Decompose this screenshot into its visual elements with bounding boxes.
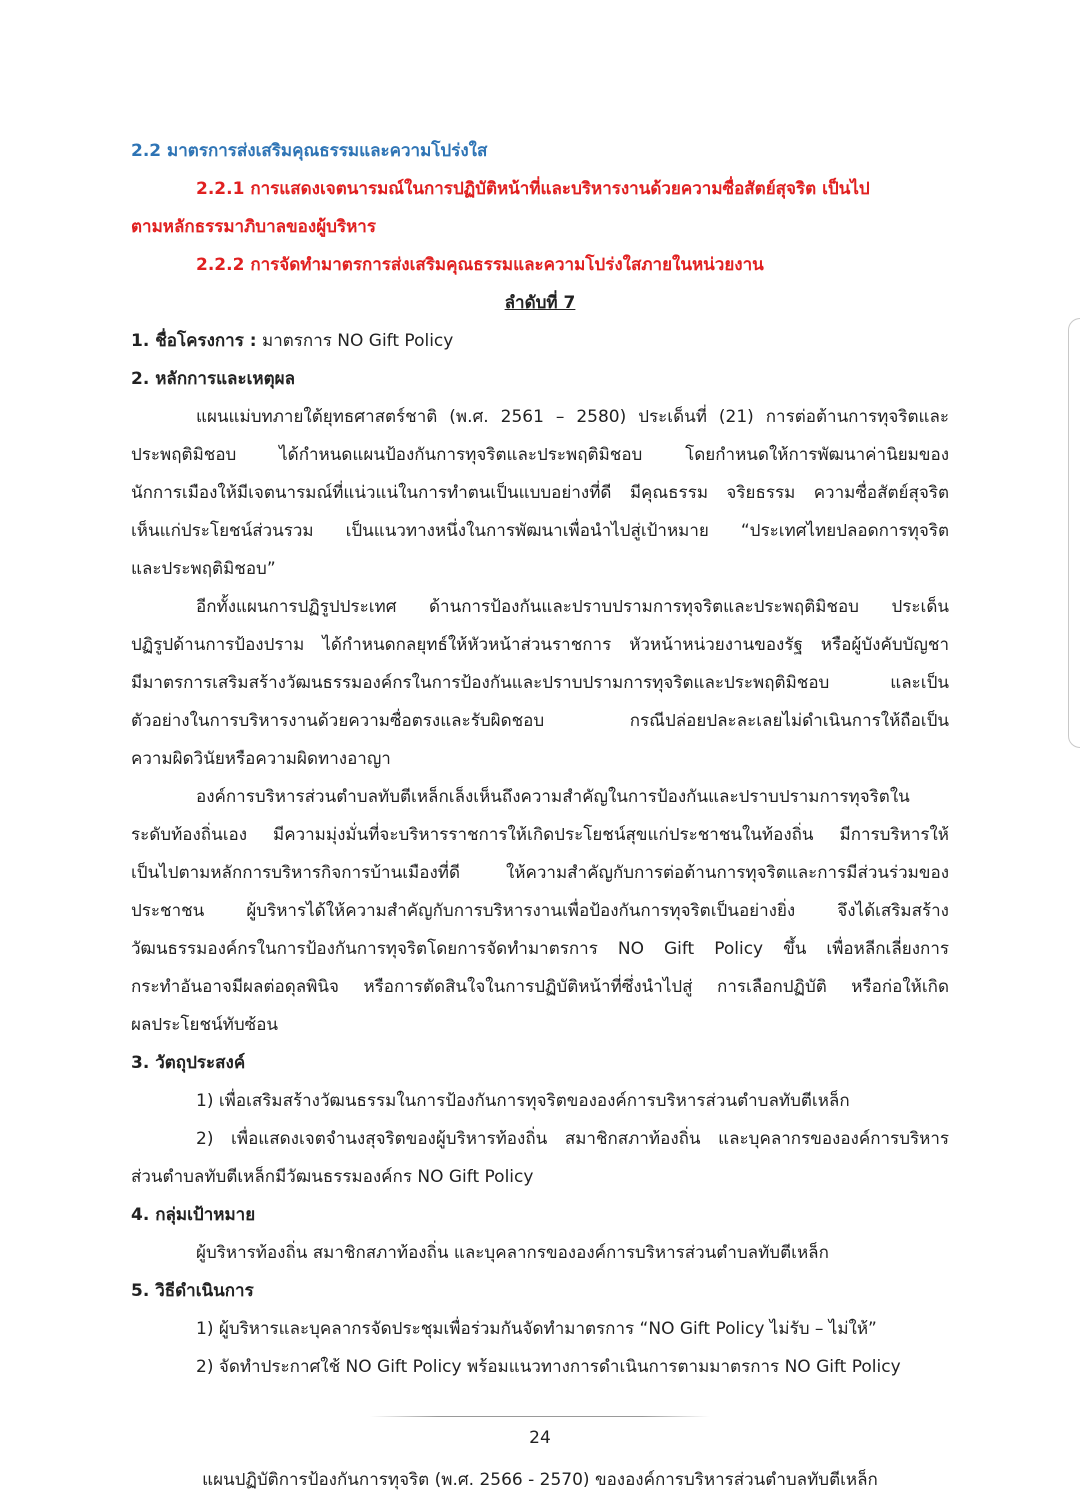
page-number: 24 bbox=[529, 1428, 551, 1448]
objective-item-1: 1) เพื่อเสริมสร้างวัฒนธรรมในการป้องกันการทุจริตขององค์การบริหารส่วนตำบลทับตีเหล็ก bbox=[196, 1091, 850, 1111]
page-content bbox=[131, 132, 949, 1386]
method-item-2: 2) จัดทำประกาศใช้ NO Gift Policy พร้อมแนวทางการดำเนินการตามมาตรการ NO Gift Policy bbox=[196, 1357, 901, 1377]
rationale-heading: 2. หลักการและเหตุผล bbox=[131, 369, 296, 389]
rationale-p1-line: นักการเมืองให้มีเจตนารมณ์ที่แน่วแน่ในการทำตนเป็นแบบอย่างที่ดี มีคุณธรรม จริยธรรม ความซื่อสัตย์สุจริต bbox=[131, 483, 949, 503]
rationale-p2-line: ตัวอย่างในการบริหารงานด้วยความซื่อตรงและรับผิดชอบ กรณีปล่อยปละละเลยไม่ดำเนินการให้ถือเป็น bbox=[131, 711, 949, 731]
rationale-p3-line: กระทำอันอาจมีผลต่อดุลพินิจ หรือการตัดสินใจในการปฏิบัติหน้าที่ซึ่งนำไปสู่ การเลือกปฏิบัติ หรือก่อให้เกิด bbox=[131, 977, 949, 997]
rationale-p3-line: องค์การบริหารส่วนตำบลทับตีเหล็กเล็งเห็นถึงความสำคัญในการป้องกันและปราบปรามการทุจริตใน bbox=[196, 787, 910, 807]
rationale-p1-line: และประพฤติมิชอบ” bbox=[131, 559, 276, 579]
footer-divider bbox=[370, 1416, 710, 1417]
method-heading: 5. วิธีดำเนินการ bbox=[131, 1281, 254, 1301]
objectives-heading: 3. วัตถุประสงค์ bbox=[131, 1053, 246, 1073]
rationale-p2-line: ปฏิรูปด้านการป้องปราม ได้กำหนดกลยุทธ์ให้หัวหน้าส่วนราชการ หัวหน้าหน่วยงานของรัฐ หรือผู้บังคับบัญชา bbox=[131, 635, 949, 655]
project-name-value: มาตรการ NO Gift Policy bbox=[256, 331, 454, 351]
subsection-2-2-1-line1: 2.2.1 การแสดงเจตนารมณ์ในการปฏิบัติหน้าที่และบริหารงานด้วยความซื่อสัตย์สุจริต เป็นไป bbox=[196, 179, 870, 199]
rationale-p1-line: แผนแม่บทภายใต้ยุทธศาสตร์ชาติ (พ.ศ. 2561 – 2580) ประเด็นที่ (21) การต่อต้านการทุจริตและ bbox=[196, 407, 949, 427]
rationale-p3-line: ผลประโยชน์ทับซ้อน bbox=[131, 1015, 279, 1035]
objective-item-2-line2: ส่วนตำบลทับตีเหล็กมีวัฒนธรรมองค์กร NO Gift Policy bbox=[131, 1167, 534, 1187]
project-name-label: 1. ชื่อโครงการ : bbox=[131, 331, 257, 351]
rationale-p3-line: วัฒนธรรมองค์กรในการป้องกันการทุจริตโดยการจัดทำมาตรการ NO Gift Policy ขึ้น เพื่อหลีกเลี่ยงการ bbox=[131, 939, 949, 959]
rationale-p3-line: ระดับท้องถิ่นเอง มีความมุ่งมั่นที่จะบริหารราชการให้เกิดประโยชน์สุขแก่ประชาชนในท้องถิ่น มีการบริหารให้ bbox=[131, 825, 949, 845]
rationale-p2-line: ความผิดวินัยหรือความผิดทางอาญา bbox=[131, 749, 391, 769]
footer-text: แผนปฏิบัติการป้องกันการทุจริต (พ.ศ. 2566 - 2570) ขององค์การบริหารส่วนตำบลทับตีเหล็ก bbox=[202, 1470, 878, 1490]
project-name bbox=[131, 322, 949, 360]
rationale-p2-line: อีกทั้งแผนการปฏิรูปประเทศ ด้านการป้องกันและปราบปรามการทุจริตและประพฤติมิชอบ ประเด็น bbox=[196, 597, 949, 617]
subsection-2-2-2: 2.2.2 การจัดทำมาตรการส่งเสริมคุณธรรมและความโปร่งใสภายในหน่วยงาน bbox=[196, 255, 764, 275]
subsection-2-2-1-line2: ตามหลักธรรมาภิบาลของผู้บริหาร bbox=[131, 217, 376, 237]
rationale-p1-line: เห็นแก่ประโยชน์ส่วนรวม เป็นแนวทางหนึ่งในการพัฒนาเพื่อนำไปสู่เป้าหมาย “ประเทศไทยปลอดการทุจริต bbox=[131, 521, 949, 541]
order-title-text: ลำดับที่ 7 bbox=[504, 293, 576, 313]
objective-item-2-line1: 2) เพื่อแสดงเจตจำนงสุจริตของผู้บริหารท้องถิ่น สมาชิกสภาท้องถิ่น และบุคลากรขององค์การบริหาร bbox=[196, 1129, 949, 1149]
target-text: ผู้บริหารท้องถิ่น สมาชิกสภาท้องถิ่น และบุคลากรขององค์การบริหารส่วนตำบลทับตีเหล็ก bbox=[196, 1243, 829, 1263]
scroll-handle[interactable] bbox=[1068, 318, 1080, 748]
rationale-p3-line: ประชาชน ผู้บริหารได้ให้ความสำคัญกับการบริหารงานเพื่อป้องกันการทุจริตเป็นอย่างยิ่ง จึงได้เสริมสร้าง bbox=[131, 901, 949, 921]
rationale-p2-line: มีมาตรการเสริมสร้างวัฒนธรรมองค์กรในการป้องกันและปราบปรามการทุจริตและประพฤติมิชอบ และเป็น bbox=[131, 673, 949, 693]
target-heading: 4. กลุ่มเป้าหมาย bbox=[131, 1205, 256, 1225]
rationale-p1-line: ประพฤติมิชอบ ได้กำหนดแผนป้องกันการทุจริตและประพฤติมิชอบ โดยกำหนดให้การพัฒนาค่านิยมของ bbox=[131, 445, 949, 465]
order-title bbox=[131, 284, 949, 322]
rationale-p3-line: เป็นไปตามหลักการบริหารกิจการบ้านเมืองที่ดี ให้ความสำคัญกับการต่อต้านการทุจริตและการมีส่วนร่วมของ bbox=[131, 863, 949, 883]
method-item-1: 1) ผู้บริหารและบุคลากรจัดประชุมเพื่อร่วมกันจัดทำมาตรการ “NO Gift Policy ไม่รับ – ไม่ให้” bbox=[196, 1319, 877, 1339]
section-heading: 2.2 มาตรการส่งเสริมคุณธรรมและความโปร่งใส bbox=[131, 141, 488, 161]
